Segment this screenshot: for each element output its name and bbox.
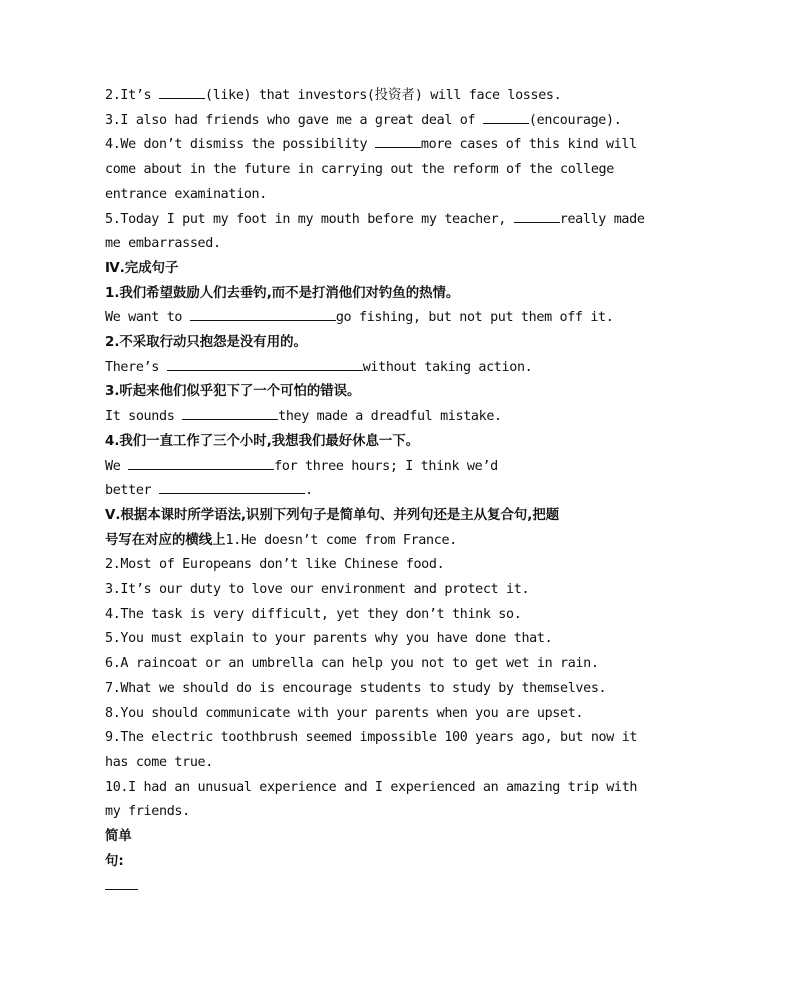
section-heading-4: Ⅳ.完成句子 <box>105 260 179 276</box>
answer-blank[interactable] <box>182 406 278 420</box>
question-text: better <box>105 483 159 499</box>
translation-answer-4-cont <box>105 479 695 504</box>
sentence: 1.He doesn’t come from France. <box>225 532 457 548</box>
question-text: go fishing, but not put them off it. <box>335 310 614 326</box>
document-page <box>105 84 695 899</box>
translation-prompt-3: 3.听起来他们似乎犯下了一个可怕的错误。 <box>105 384 361 400</box>
question-text: We want to <box>105 310 190 326</box>
answer-blank[interactable] <box>159 480 305 494</box>
sentence-3: 3.It’s our duty to love our environment and protect it. <box>105 582 530 598</box>
question-text: . <box>304 483 313 499</box>
sentence-4: 4.The task is very difficult, yet they don’t think so. <box>105 606 522 622</box>
translation-answer-2 <box>105 356 695 381</box>
question-text: ) will face losses. <box>414 88 562 103</box>
answer-blank[interactable] <box>167 357 363 371</box>
question-text: for three hours; I think we’d <box>274 458 498 474</box>
question-text: really made <box>559 211 645 227</box>
answer-blank[interactable] <box>375 134 421 148</box>
sentence-5: 5.You must explain to your parents why you have done that. <box>105 631 553 647</box>
question-4-cont: entrance examination. <box>105 186 267 202</box>
translation-prompt-4: 4.我们一直工作了三个小时,我想我们最好休息一下。 <box>105 433 420 449</box>
answer-blank[interactable] <box>483 110 529 124</box>
question-5 <box>105 208 695 233</box>
question-text: 5.Today I put my foot in my mouth before my teacher, <box>105 211 514 227</box>
sentence-10-cont: my friends. <box>105 804 190 820</box>
question-4 <box>105 133 695 158</box>
question-text: (encourage). <box>528 112 622 128</box>
translation-answer-3 <box>105 405 695 430</box>
sentence-9-cont: has come true. <box>105 754 213 770</box>
chinese-gloss: 投资者 <box>374 88 415 103</box>
question-text: 4.We don’t dismiss the possibility <box>105 137 375 153</box>
heading-text: 号写在对应的横线上 <box>105 532 226 548</box>
section-heading-5: Ⅴ.根据本课时所学语法,识别下列句子是简单句、并列句还是主从复合句,把题 <box>105 507 560 523</box>
translation-answer-4 <box>105 455 695 480</box>
sentence-6: 6.A raincoat or an umbrella can help you not to get wet in rain. <box>105 656 599 672</box>
question-text: We <box>105 458 129 474</box>
translation-answer-1 <box>105 306 695 331</box>
question-text: 3.I also had friends who gave me a great deal of <box>105 112 483 128</box>
question-text: without taking action. <box>362 359 533 375</box>
question-text: they made a dreadful mistake. <box>278 409 502 425</box>
answer-blank[interactable] <box>159 85 205 99</box>
question-text: 2.It’s <box>105 88 159 103</box>
sentence-2: 2.Most of Europeans don’t like Chinese food. <box>105 557 445 573</box>
sentence-10: 10.I had an unusual experience and I experienced an amazing trip with <box>105 779 638 795</box>
question-text: It sounds <box>105 409 183 425</box>
question-5-cont: me embarrassed. <box>105 236 221 252</box>
category-label-cont: 句: <box>105 853 124 869</box>
category-label: 简单 <box>105 829 132 845</box>
translation-prompt-1: 1.我们希望鼓励人们去垂钓,而不是打消他们对钓鱼的热情。 <box>105 285 460 301</box>
question-text: There’s <box>105 359 167 375</box>
sentence-9: 9.The electric toothbrush seemed impossible 100 years ago, but now it <box>105 730 638 746</box>
answer-blank[interactable] <box>190 307 336 321</box>
question-4-cont: come about in the future in carrying out the reform of the college <box>105 162 614 178</box>
category-answer-line <box>105 875 695 900</box>
section-heading-5-cont <box>105 529 695 554</box>
question-text: (like) that investors( <box>204 88 375 103</box>
answer-blank[interactable] <box>128 456 274 470</box>
question-2 <box>105 84 695 109</box>
question-text: more cases of this kind will <box>420 137 637 153</box>
question-3 <box>105 109 695 134</box>
answer-blank[interactable] <box>105 876 138 890</box>
sentence-8: 8.You should communicate with your parents when you are upset. <box>105 705 584 721</box>
translation-prompt-2: 2.不采取行动只抱怨是没有用的。 <box>105 335 307 351</box>
answer-blank[interactable] <box>514 209 560 223</box>
sentence-7: 7.What we should do is encourage students to study by themselves. <box>105 680 607 696</box>
